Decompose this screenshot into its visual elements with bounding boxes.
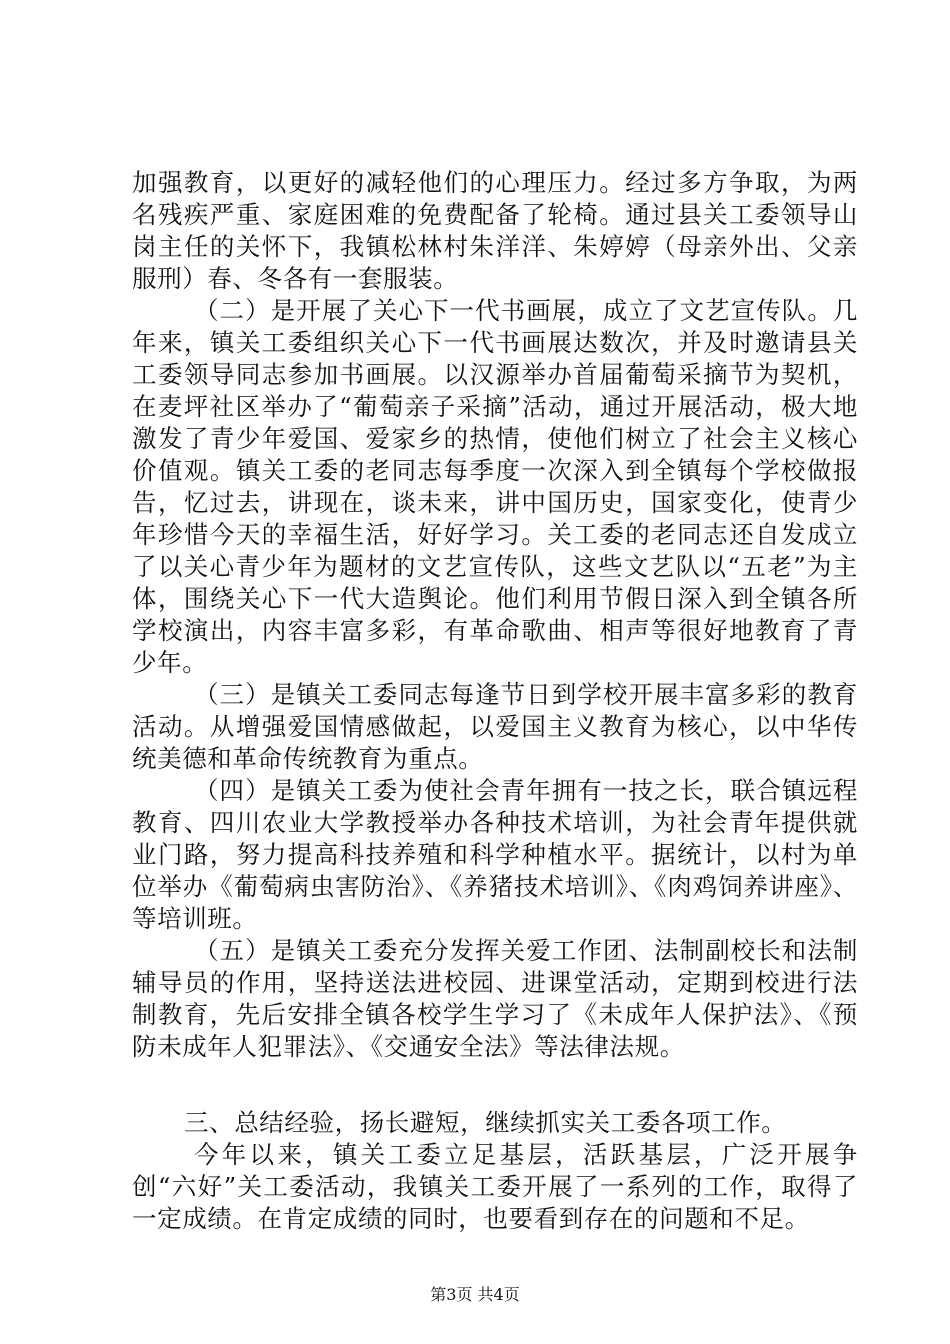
paragraph-continuation: 加强教育，以更好的减轻他们的心理压力。经过多方争取，为两名残疾严重、家庭困难的免费配备了轮椅。通过县关工委领导山岗主任的关怀下，我镇松林村朱洋洋、朱婷婷（母亲外出、父亲服刑）春、冬各有一套服装。 xyxy=(132,168,858,293)
document-body xyxy=(132,167,858,1235)
paragraph-item-2: （二）是开展了关心下一代书画展，成立了文艺宣传队。几年来，镇关工委组织关心下一代书画展达数次，并及时邀请县关工委领导同志参加书画展。以汉源举办首届葡萄采摘节为契机，在麦坪社区举办了“葡萄亲子采摘”活动，通过开展活动，极大地激发了青少年爱国、爱家乡的热情，使他们树立了社会主义核心价值观。镇关工委的老同志每季度一次深入到全镇每个学校做报告，忆过去，讲现在，谈未来，讲中国历史，国家变化，使青少年珍惜今天的幸福生活，好好学习。关工委的老同志还自发成立了以关心青少年为题材的文艺宣传队，这些文艺队以“五老”为主体，围绕关心下一代大造舆论。他们利用节假日深入到全镇各所学校演出，内容丰富多彩，有革命歌曲、相声等很好地教育了青少年。 xyxy=(132,296,858,677)
paragraph-item-5: （五）是镇关工委充分发挥关爱工作团、法制副校长和法制辅导员的作用，坚持送法进校园、进课堂活动，定期到校进行法制教育，先后安排全镇各校学生学习了《未成年人保护法》、《预防未成年人犯罪法》、《交通安全法》等法律法规。 xyxy=(132,936,858,1061)
paragraph-item-3: （三）是镇关工委同志每逢节日到学校开展丰富多彩的教育活动。从增强爱国情感做起，以爱国主义教育为核心，以中华传统美德和革命传统教育为重点。 xyxy=(132,680,858,773)
paragraph-item-4: （四）是镇关工委为使社会青年拥有一技之长，联合镇远程教育、四川农业大学教授举办各种技术培训，为社会青年提供就业门路，努力提高科技养殖和科学种植水平。据统计，以村为单位举办《葡萄病虫害防治》、《养猪技术培训》、《肉鸡饲养讲座》、等培训班。 xyxy=(132,776,858,933)
closing-paragraph: 今年以来，镇关工委立足基层，活跃基层，广泛开展争创“六好”关工委活动，我镇关工委开展了一系列的工作，取得了一定成绩。在肯定成绩的同时，也要看到存在的问题和不足。 xyxy=(132,1140,858,1233)
section-heading: 三、总结经验，扬长避短，继续抓实关工委各项工作。 xyxy=(184,1108,787,1137)
page-footer: 第3页 共4页 xyxy=(430,1285,520,1304)
